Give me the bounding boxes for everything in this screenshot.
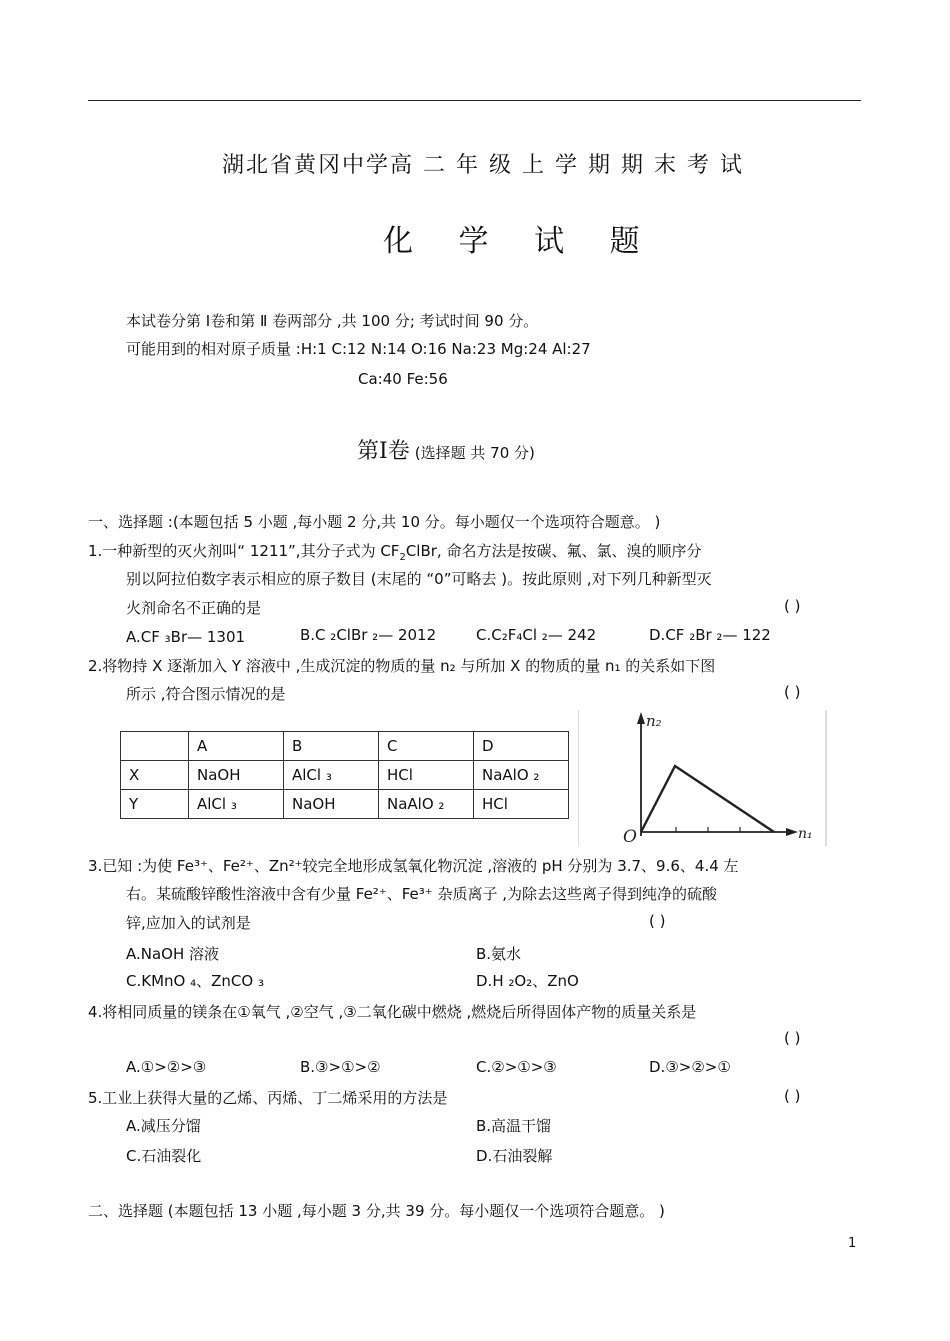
q3-line-1: 3.已知 :为使 Fe³⁺、Fe²⁺、Zn²⁺较完全地形成氢氧化物沉淀 ,溶液的 pH 分别为 3.7、9.6、4.4 左	[88, 857, 739, 875]
q5-option-b: B.高温干馏	[476, 1117, 552, 1135]
table-row	[121, 790, 569, 819]
q1-option-a: A.CF ₃Br— 1301	[126, 628, 246, 646]
q2-line-1: 2.将物持 X 逐渐加入 Y 溶液中 ,生成沉淀的物质的量 n₂ 与所加 X 的物质的量 n₁ 的关系如下图	[88, 657, 716, 675]
page-number: 1	[848, 1236, 857, 1251]
graph-y-label: n₂	[646, 712, 662, 730]
table-cell: A	[189, 732, 284, 761]
q1-option-b: B.C ₂ClBr ₂— 2012	[300, 626, 437, 644]
table-cell: NaOH	[284, 790, 379, 819]
q1-option-c: C.C₂F₄Cl ₂— 242	[476, 626, 597, 644]
subject-title: 化 学 试 题	[383, 224, 658, 259]
table-cell: AlCl ₃	[284, 761, 379, 790]
table-cell: NaOH	[189, 761, 284, 790]
intro-line-2: 可能用到的相对原子质量 :H:1 C:12 N:14 O:16 Na:23 Mg:24 Al:27	[126, 340, 591, 358]
q3-option-b: B.氨水	[476, 945, 522, 963]
table-cell: X	[121, 761, 189, 790]
q1-line-1c: ClBr, 命名方法是按碳、氟、氯、溴的顺序分	[405, 542, 702, 560]
q1-option-d: D.CF ₂Br ₂— 122	[649, 626, 771, 644]
part1-heading-wrap	[357, 434, 535, 465]
q5-option-a: A.减压分馏	[126, 1117, 201, 1135]
q2-line-2: 所示 ,符合图示情况的是	[126, 685, 286, 703]
q1-line-3: 火剂命名不正确的是	[126, 599, 262, 617]
q1-bracket: ( )	[784, 597, 801, 615]
q3-line-3: 锌,应加入的试剂是	[126, 914, 251, 932]
table-cell: D	[474, 732, 569, 761]
q4-bracket: ( )	[784, 1029, 801, 1047]
part1-heading: 第Ⅰ卷	[357, 439, 410, 464]
q2-bracket: ( )	[784, 683, 801, 701]
table-cell: HCl	[474, 790, 569, 819]
q1-line-1	[88, 540, 701, 563]
q3-bracket: ( )	[649, 912, 666, 930]
graph-curve	[641, 766, 774, 832]
q2-graph	[578, 708, 828, 850]
part1-heading-note: (选择题 共 70 分)	[414, 444, 535, 462]
table-row	[121, 732, 569, 761]
table-cell: Y	[121, 790, 189, 819]
q1-line-1-sub: 2	[399, 552, 406, 563]
exam-title: 湖北省黄冈中学高 二 年 级 上 学 期 期 末 考 试	[222, 153, 744, 178]
q5-option-c: C.石油裂化	[126, 1147, 202, 1165]
table-cell	[121, 732, 189, 761]
q5-bracket: ( )	[784, 1087, 801, 1105]
table-cell: C	[379, 732, 474, 761]
intro-line-3: Ca:40 Fe:56	[358, 370, 448, 388]
q3-option-c: C.KMnO ₄、ZnCO ₃	[126, 972, 264, 990]
table-cell: AlCl ₃	[189, 790, 284, 819]
graph-origin-label: O	[623, 827, 637, 847]
section2-heading: 二、选择题 (本题包括 13 小题 ,每小题 3 分,共 39 分。每小题仅一个选项符合题意。 )	[88, 1202, 665, 1220]
q5-line-1: 5.工业上获得大量的乙烯、丙烯、丁二烯采用的方法是	[88, 1089, 448, 1107]
q4-option-b: B.③>①>②	[300, 1058, 381, 1076]
q5-option-d: D.石油裂解	[476, 1147, 553, 1165]
top-rule	[88, 100, 861, 101]
q3-option-a: A.NaOH 溶液	[126, 945, 220, 963]
table-cell: NaAlO ₂	[474, 761, 569, 790]
q3-option-d: D.H ₂O₂、ZnO	[476, 972, 579, 990]
intro-line-1: 本试卷分第 Ⅰ卷和第 Ⅱ 卷两部分 ,共 100 分; 考试时间 90 分。	[126, 312, 539, 330]
q4-line-1: 4.将相同质量的镁条在①氧气 ,②空气 ,③二氧化碳中燃烧 ,燃烧后所得固体产物的质量关系是	[88, 1003, 697, 1021]
graph-y-arrow	[637, 712, 645, 724]
table-cell: B	[284, 732, 379, 761]
section1-heading: 一、选择题 :(本题包括 5 小题 ,每小题 2 分,共 10 分。每小题仅一个选项符合题意。 )	[88, 513, 661, 531]
graph-x-label: n₁	[798, 826, 813, 842]
q4-option-d: D.③>②>①	[649, 1058, 731, 1076]
q4-option-c: C.②>①>③	[476, 1058, 557, 1076]
q1-line-1a: 1.一种新型的灭火剂叫“ 1211”,其分子式为 CF	[88, 542, 400, 560]
q3-line-2: 右。某硫酸锌酸性溶液中含有少量 Fe²⁺、Fe³⁺ 杂质离子 ,为除去这些离子得到纯净的硫酸	[126, 885, 718, 903]
q4-option-a: A.①>②>③	[126, 1058, 207, 1076]
graph-x-arrow	[786, 828, 798, 836]
table-cell: HCl	[379, 761, 474, 790]
table-row	[121, 761, 569, 790]
q1-line-2: 别以阿拉伯数字表示相应的原子数目 (末尾的 “0”可略去 )。按此原则 ,对下列几种新型灭	[126, 570, 712, 588]
q2-options-table	[120, 731, 569, 819]
table-cell: NaAlO ₂	[379, 790, 474, 819]
